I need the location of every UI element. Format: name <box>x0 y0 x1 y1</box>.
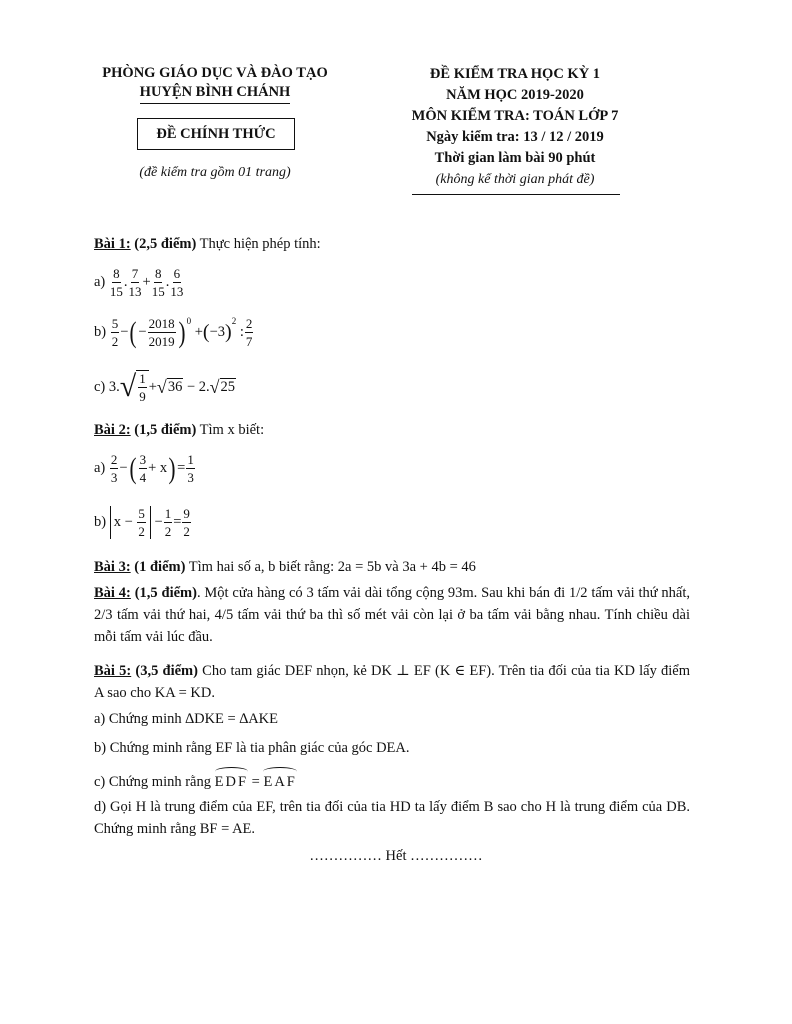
minus-sign: − <box>138 324 147 340</box>
equals-sign: = <box>251 774 260 790</box>
fraction: $\frac{8}{15}$ <box>109 266 123 299</box>
fraction: $\frac{9}{2}$ <box>183 506 190 539</box>
equals-sign: = <box>177 460 186 476</box>
bai5-c-prefix: c) Chứng minh rằng <box>94 774 211 790</box>
bai1-b: b) $\frac{5}{2}$ − ( − $\frac{2018}{2019}$ ) 0 + ( −3 ) 2 : $\frac{2}{7}$ <box>94 315 253 349</box>
bai2-a <box>94 452 196 485</box>
left-paren: ( <box>129 315 137 349</box>
exam-date: Ngày kiểm tra: 13 / 12 / 2019 <box>426 129 604 145</box>
bai4 <box>94 582 690 648</box>
bai5-text: Cho tam giác DEF nhọn, kẻ DK ⊥ EF (K ∈ EF). Trên tia đối của tia KD lấy điểm A sao cho KA = KD. <box>94 663 691 701</box>
bai4-points: (1,5 điểm) <box>134 585 197 601</box>
minus-sign: − <box>120 324 129 340</box>
bai3 <box>94 556 690 578</box>
sqrt: √ 36 <box>156 377 183 397</box>
bai2-b <box>94 506 192 539</box>
exponent: 2 <box>231 315 237 326</box>
bai3-text: Tìm hai số a, b biết rằng: 2a = 5b và 3a + 4b = 46 <box>188 559 476 575</box>
bai1-label: Bài 1: <box>94 236 131 252</box>
minus-sign: − <box>154 514 163 530</box>
bai2-prompt: Tìm x biết: <box>199 422 265 438</box>
right-paren: ) <box>178 315 186 349</box>
header-divider <box>412 194 620 195</box>
bai5-points: (3,5 điểm) <box>135 663 198 679</box>
div-sign: : <box>239 324 244 340</box>
plus-x: + x <box>148 460 168 476</box>
subject: MÔN KIỂM TRA: TOÁN LỚP 7 <box>411 108 619 124</box>
district-name: HUYỆN BÌNH CHÁNH <box>140 83 291 104</box>
bai2-a-label: a) <box>94 460 106 476</box>
angle-eaf: EAF <box>263 768 296 793</box>
bai1-c <box>94 370 236 404</box>
minus-sign: − <box>119 460 128 476</box>
bai3-label: Bài 3: <box>94 559 131 575</box>
fraction: $\frac{2}{3}$ <box>110 452 118 485</box>
bai5-a: a) Chứng minh ∆DKE = ∆AKE <box>94 711 278 727</box>
minus-sign: − 2. <box>186 378 210 395</box>
fraction: $\frac{1}{2}$ <box>164 506 172 539</box>
plus-sign: + <box>148 378 157 395</box>
bai2-points: (1,5 điểm) <box>134 422 197 438</box>
exponent: 0 <box>186 315 192 326</box>
angle-edf: EDF <box>215 768 248 793</box>
equals-sign: = <box>173 514 182 530</box>
sqrt: √ $\frac{1}{9}$ <box>120 370 149 404</box>
fraction: $\frac{3}{4}$ <box>139 452 147 485</box>
bai1-points: (2,5 điểm) <box>134 236 197 252</box>
bai1-a: a) $\frac{8}{15}$ . $\frac{7}{13}$ + $\frac{8}{15}$ . $\frac{6}{13}$ <box>94 266 184 299</box>
bai1-c-label: c) <box>94 378 106 395</box>
sqrt: √ 25 <box>209 377 236 397</box>
official-exam-label: ĐỀ CHÍNH THỨC <box>137 118 295 150</box>
bai1-heading <box>94 233 690 255</box>
neg-three: −3 <box>209 324 226 340</box>
fraction: $\frac{2}{7}$ <box>245 316 253 349</box>
pages-note: (đề kiểm tra gồm 01 trang) <box>139 165 291 180</box>
bai5 <box>94 660 690 704</box>
bai5-d: d) Gọi H là trung điểm của EF, trên tia đối của tia HD ta lấy điểm B sao cho H là trung điểm của DB. Chứng minh rằng BF = AE. <box>94 799 690 837</box>
bai2-label: Bài 2: <box>94 422 131 438</box>
exam-title: ĐỀ KIỂM TRA HỌC KỲ 1 <box>429 66 601 82</box>
header-left <box>90 64 340 104</box>
bai2-b-label: b) <box>94 514 107 530</box>
bai5-c <box>94 768 690 793</box>
bai4-text: . Một cửa hàng có 3 tấm vải dài tổng cộng 93m. Sau khi bán đi 1/2 tấm vải thứ nhất, 2/3 tấm vải thứ hai, 4/5 tấm vải thứ ba thì số mét vải còn lại ở ba tấm vải bằng nhau. Tính chiều dài mỗi tấm vải lúc đầu. <box>94 585 691 645</box>
coefficient: 3. <box>108 378 120 395</box>
plus-sign: + <box>142 274 151 290</box>
absolute-value: x − $\frac{5}{2}$ <box>110 506 151 539</box>
school-year: NĂM HỌC 2019-2020 <box>446 87 584 103</box>
right-paren: ) <box>168 451 176 485</box>
bai1-b-label: b) <box>94 324 107 340</box>
fraction: $\frac{2018}{2019}$ <box>148 316 175 349</box>
fraction: $\frac{8}{15}$ <box>151 266 165 299</box>
end-marker: …………… Hết …………… <box>309 848 483 864</box>
fraction: $\frac{7}{13}$ <box>128 266 142 299</box>
bai1-prompt: Thực hiện phép tính: <box>199 236 321 252</box>
bai3-points: (1 điểm) <box>134 559 186 575</box>
department-name: PHÒNG GIÁO DỤC VÀ ĐÀO TẠO <box>102 65 328 81</box>
left-paren: ( <box>129 451 137 485</box>
fraction: $\frac{5}{2}$ <box>111 316 119 349</box>
fraction: $\frac{6}{13}$ <box>170 266 184 299</box>
fraction: $\frac{1}{3}$ <box>187 452 194 485</box>
duration: Thời gian làm bài 90 phút <box>434 150 596 166</box>
header-right <box>395 64 635 190</box>
bai5-b: b) Chứng minh rằng EF là tia phân giác của góc DEA. <box>94 740 410 756</box>
bai2-heading <box>94 419 690 441</box>
bai5-label: Bài 5: <box>94 663 132 679</box>
duration-note: (không kể thời gian phát đề) <box>435 172 595 187</box>
plus-sign: + <box>194 324 203 340</box>
bai1-a-label: a) <box>94 274 106 290</box>
bai4-label: Bài 4: <box>94 585 131 601</box>
